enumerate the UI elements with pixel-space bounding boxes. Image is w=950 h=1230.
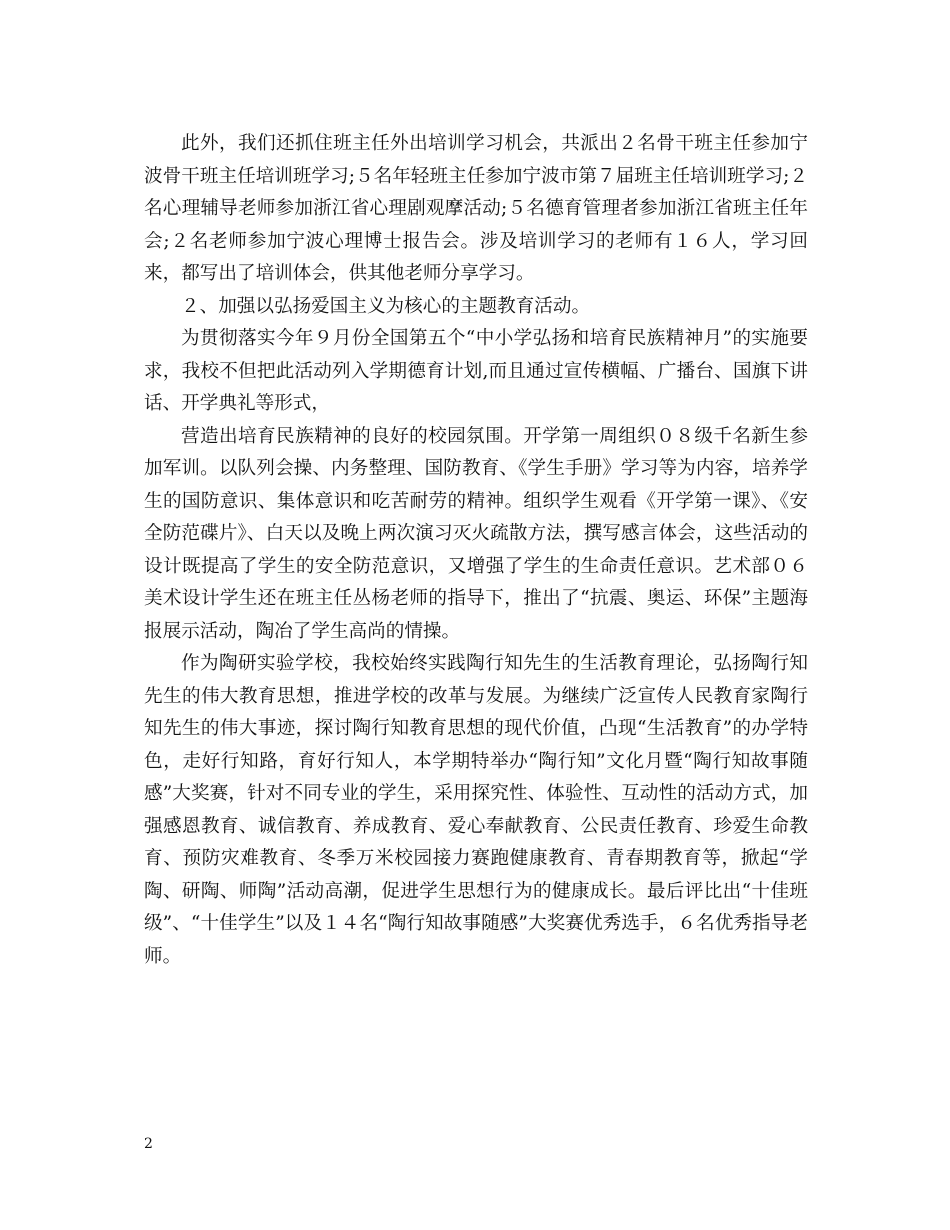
- paragraph-heading-patriotism: ２、加强以弘扬爱国主义为核心的主题教育活动。: [181, 295, 591, 317]
- paragraph-tao-xingzhi: 作为陶研实验学校，我校始终实践陶行知先生的生活教育理论，弘扬陶行知先生的伟大教育思想，推进学校的改革与发展。为继续广泛宣传人民教育家陶行知先生的伟大事迹，探讨陶行知教育思想的现代价值，凸现“生活教育”的办学特色，走好行知路，育好行知人，本学期特举办“陶行知”文化月暨“陶行知故事随感”大奖赛，针对不同专业的学生，采用探究性、体验性、互动性的活动方式，加强感恩教育、诚信教育、养成教育、爱心奉献教育、公民责任教育、珍爱生命教育、预防灾难教育、冬季万米校园接力赛跑健康教育、青春期教育等，掀起“学陶、研陶、师陶”活动高潮，促进学生思想行为的健康成长。最后评比出“十佳班级”、“十佳学生”以及１４名“陶行知故事随感”大奖赛优秀选手，６名优秀指导老师。: [144, 653, 808, 967]
- paragraph-campus-atmosphere: 营造出培育民族精神的良好的校园氛围。开学第一周组织０８级千名新生参加军训。以队列会操、内务整理、国防教育、《学生手册》学习等为内容，培养学生的国防意识、集体意识和吃苦耐劳的精神。组织学生观看《开学第一课》、《安全防范碟片》、白天以及晚上两次演习灭火疏散方法，撰写感言体会，这些活动的设计既提高了学生的安全防范意识，又增强了学生的生命责任意识。艺术部０６美术设计学生还在班主任丛杨老师的指导下，推出了“抗震、奥运、环保”主题海报展示活动，陶冶了学生高尚的情操。: [144, 425, 808, 642]
- page-number: 2: [144, 1136, 153, 1152]
- paragraph-national-spirit-month: 为贯彻落实今年９月份全国第五个“中小学弘扬和培育民族精神月”的实施要求，我校不但把此活动列入学期德育计划,而且通过宣传横幅、广播台、国旗下讲话、开学典礼等形式，: [144, 328, 808, 414]
- paragraph-training: 此外，我们还抓住班主任外出培训学习机会，共派出２名骨干班主任参加宁波骨干班主任培训班学习;５名年轻班主任参加宁波市第７届班主任培训班学习;２名心理辅导老师参加浙江省心理剧观摩活动;５名德育管理者参加浙江省班主任年会;２名老师参加宁波心理博士报告会。涉及培训学习的老师有１６人，学习回来，都写出了培训体会，供其他老师分享学习。: [144, 133, 808, 284]
- document-body: [144, 128, 808, 973]
